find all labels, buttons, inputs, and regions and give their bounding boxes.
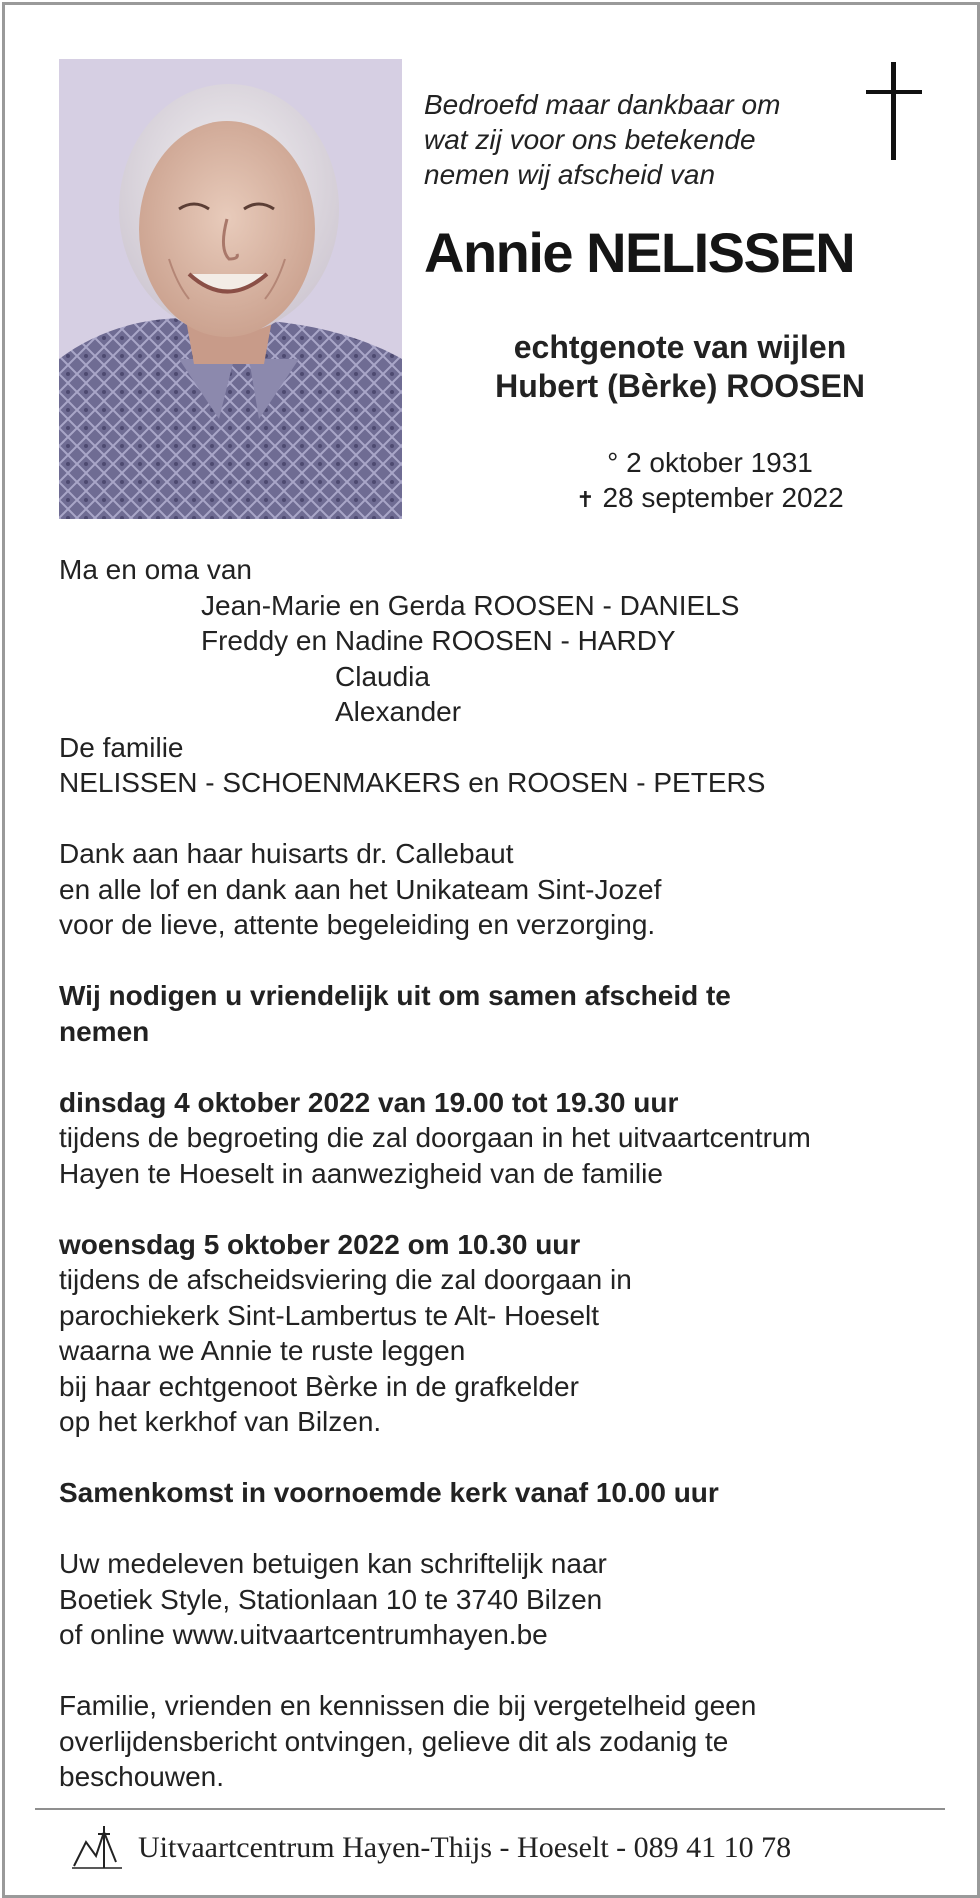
notice-line: beschouwen. bbox=[59, 1761, 225, 1792]
event2-line: op het kerkhof van Bilzen. bbox=[59, 1406, 382, 1437]
family-intro: Ma en oma van bbox=[59, 554, 252, 585]
event2-heading: woensdag 5 oktober 2022 om 10.30 uur bbox=[59, 1228, 581, 1260]
spouse-label: echtgenote van wijlen bbox=[513, 329, 847, 365]
spouse-block bbox=[440, 328, 920, 406]
deceased-name: Annie NELISSEN bbox=[424, 221, 855, 284]
notice-line: overlijdensbericht ontvingen, gelieve dit als zodanig te bbox=[59, 1725, 729, 1757]
birth-date: ° 2 oktober 1931 bbox=[607, 447, 813, 478]
death-date: 28 september 2022 bbox=[602, 482, 844, 513]
footer-text: Uitvaartcentrum Hayen-Thijs - Hoeselt - 089 41 10 78 bbox=[138, 1831, 792, 1864]
cross-icon bbox=[866, 62, 922, 160]
announcement-body bbox=[59, 552, 939, 1795]
thanks-line: Dank aan haar huisarts dr. Callebaut bbox=[59, 838, 514, 869]
intro-text bbox=[424, 87, 854, 192]
familie-label: De familie bbox=[59, 731, 184, 763]
intro-line: Bedroefd maar dankbaar om bbox=[424, 89, 781, 120]
thanks-line: en alle lof en dank aan het Unikateam Sint-Jozef bbox=[59, 873, 662, 905]
invite-line: nemen bbox=[59, 1015, 150, 1047]
notice-line: Familie, vrienden en kennissen die bij vergetelheid geen bbox=[59, 1690, 757, 1721]
death-date-line bbox=[500, 480, 920, 517]
event1-line: tijdens de begroeting die zal doorgaan in het uitvaartcentrum bbox=[59, 1122, 811, 1153]
event1-line: Hayen te Hoeselt in aanwezigheid van de familie bbox=[59, 1157, 663, 1189]
intro-line: wat zij voor ons betekende bbox=[424, 124, 756, 155]
spouse-name: Hubert (Bèrke) ROOSEN bbox=[495, 368, 865, 404]
event2-line: waarna we Annie te ruste leggen bbox=[59, 1335, 466, 1366]
funeral-home-logo-icon bbox=[70, 1822, 124, 1872]
footer-divider bbox=[35, 1808, 945, 1810]
condolences-line: of online www.uitvaartcentrumhayen.be bbox=[59, 1619, 548, 1650]
dates-block bbox=[500, 445, 920, 517]
thanks-line: voor de lieve, attente begeleiding en verzorging. bbox=[59, 909, 656, 940]
familie-names: NELISSEN - SCHOENMAKERS en ROOSEN - PETERS bbox=[59, 767, 766, 798]
footer bbox=[70, 1822, 950, 1872]
event2-line: tijdens de afscheidsviering die zal doorgaan in bbox=[59, 1264, 632, 1295]
grandchild-name: Alexander bbox=[335, 696, 462, 727]
invite-line: Wij nodigen u vriendelijk uit om samen afscheid te bbox=[59, 980, 731, 1011]
grandchild-name: Claudia bbox=[335, 660, 430, 692]
intro-line: nemen wij afscheid van bbox=[424, 159, 716, 190]
condolences-line: Boetiek Style, Stationlaan 10 te 3740 Bilzen bbox=[59, 1583, 603, 1615]
event2-line: bij haar echtgenoot Bèrke in de grafkelder bbox=[59, 1370, 579, 1402]
gathering-text: Samenkomst in voornoemde kerk vanaf 10.00 uur bbox=[59, 1477, 719, 1508]
condolences-line: Uw medeleven betuigen kan schriftelijk naar bbox=[59, 1548, 607, 1579]
child-name: Freddy en Nadine ROOSEN - HARDY bbox=[201, 625, 676, 656]
child-name: Jean-Marie en Gerda ROOSEN - DANIELS bbox=[201, 589, 740, 621]
portrait-photo bbox=[59, 59, 402, 519]
event1-heading: dinsdag 4 oktober 2022 van 19.00 tot 19.30 uur bbox=[59, 1086, 679, 1118]
event2-line: parochiekerk Sint-Lambertus te Alt- Hoeselt bbox=[59, 1299, 600, 1331]
death-cross-icon: ✝ bbox=[576, 487, 595, 512]
